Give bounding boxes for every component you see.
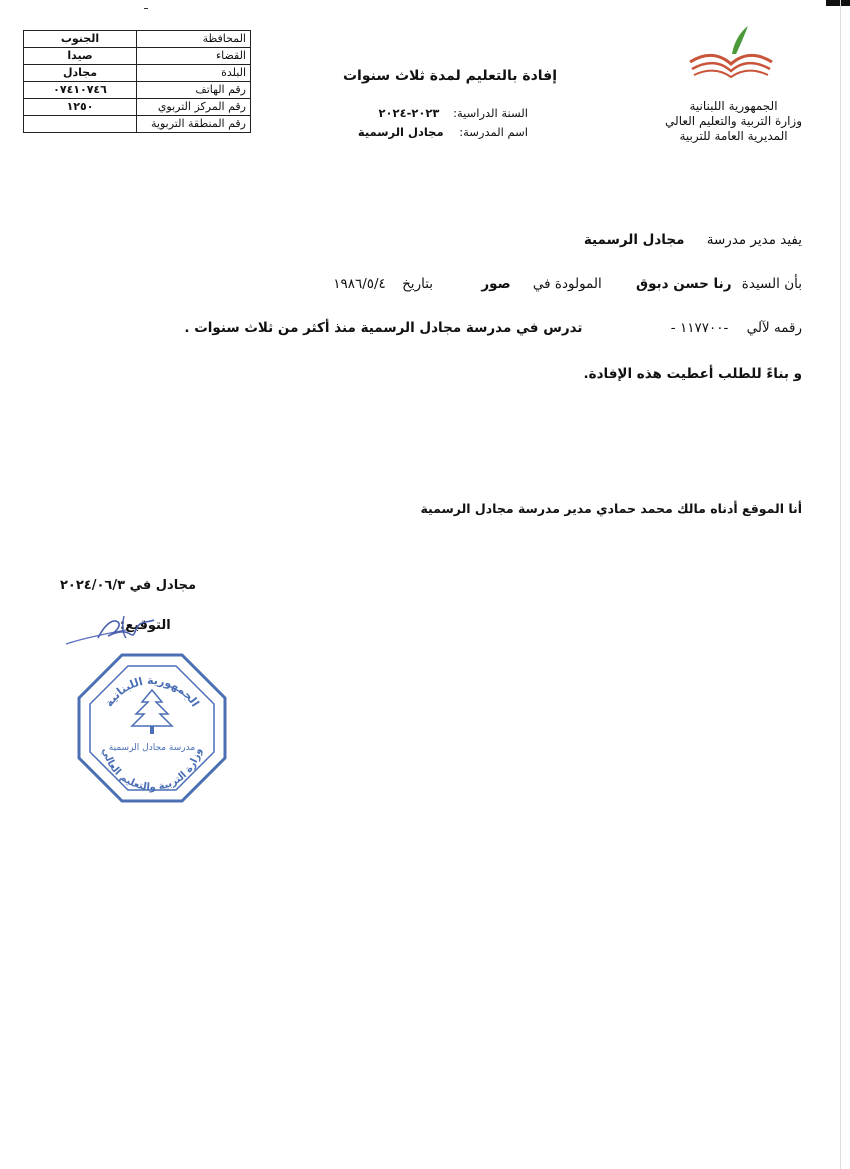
handwritten-signature: [64, 608, 164, 650]
info-row: [24, 48, 251, 65]
scan-mark: [144, 8, 148, 9]
body-line-2: [333, 276, 802, 292]
info-label: رقم الهاتف: [137, 82, 251, 99]
registration-label: رقمه لآلي: [746, 320, 802, 336]
logo-leaf: [732, 26, 748, 54]
info-label: القضاء: [137, 48, 251, 65]
director-statement: يفيد مدير مدرسة: [706, 232, 802, 248]
birth-place: صور: [481, 276, 511, 292]
ministry-header: [665, 99, 802, 144]
school-name-label: اسم المدرسة:: [459, 125, 528, 139]
info-label: رقم المركز التربوي: [137, 99, 251, 116]
stamp-bottom-text: وزارة التربية والتعليم العالي: [99, 746, 205, 794]
teaching-statement: تدرس في مدرسة مجادل الرسمية منذ أكثر من ثلاث سنوات .: [184, 320, 583, 336]
scan-edge: [826, 0, 850, 6]
school-year-line: [379, 106, 528, 120]
school-year-label: السنة الدراسية:: [453, 106, 528, 120]
info-label: رقم المنطقة التربوية: [137, 116, 251, 133]
closing-statement: و بناءً للطلب أعطيت هذه الإفادة.: [583, 366, 802, 382]
birth-date-label: بتاريخ: [402, 276, 434, 292]
stamp-middle-text: مدرسة مجادل الرسمية: [108, 743, 196, 753]
body-line-1: [584, 232, 802, 248]
scan-edge: [840, 0, 841, 1169]
birth-date: ١٩٨٦/٥/٤: [333, 276, 386, 292]
info-value: صيدا: [24, 48, 137, 65]
info-value: ١٢٥٠: [24, 99, 137, 116]
ministry-logo: [688, 24, 774, 80]
signer-statement: أنا الموقع أدناه مالك محمد حمادي مدير مدرسة مجادل الرسمية: [420, 501, 802, 516]
info-row: [24, 116, 251, 133]
teacher-prefix: بأن السيدة: [741, 276, 802, 292]
body-line-3: [184, 320, 802, 336]
info-value: ٠٧٤١٠٧٤٦: [24, 82, 137, 99]
signature-label: التوقيع:: [120, 618, 171, 633]
school-year-value: ٢٠٢٣-٢٠٢٤: [378, 106, 440, 120]
info-label: المحافظة: [137, 31, 251, 48]
school-name-body: مجادل الرسمية: [583, 232, 685, 248]
official-stamp: [76, 652, 228, 804]
teacher-name: رنا حسن دبوق: [636, 276, 732, 292]
born-label: المولودة في: [532, 276, 602, 292]
registration-number: -١١٧٧٠٠ -: [670, 320, 729, 336]
directorate-name: المديرية العامة للتربية: [679, 129, 788, 143]
info-value: [24, 116, 137, 133]
republic-name: الجمهورية اللبنانية: [689, 99, 778, 113]
info-table: [23, 30, 251, 133]
school-name-line: [358, 125, 528, 139]
info-label: البلدة: [137, 65, 251, 82]
place-date: مجادل في ٢٠٢٤/٠٦/٣: [60, 578, 197, 593]
info-row: [24, 31, 251, 48]
info-row: [24, 82, 251, 99]
logo-book-line: [690, 55, 772, 64]
cedar-icon: [132, 690, 172, 734]
ministry-name: وزارة التربية والتعليم العالي: [665, 114, 802, 128]
info-row: [24, 99, 251, 116]
document-title: إفادة بالتعليم لمدة ثلاث سنوات: [342, 68, 558, 84]
info-row: [24, 65, 251, 82]
info-value: الجنوب: [24, 31, 137, 48]
school-name-value: مجادل الرسمية: [357, 125, 444, 139]
info-value: مجادل: [24, 65, 137, 82]
stamp-top-text: الجمهورية اللبنانية: [102, 673, 202, 710]
